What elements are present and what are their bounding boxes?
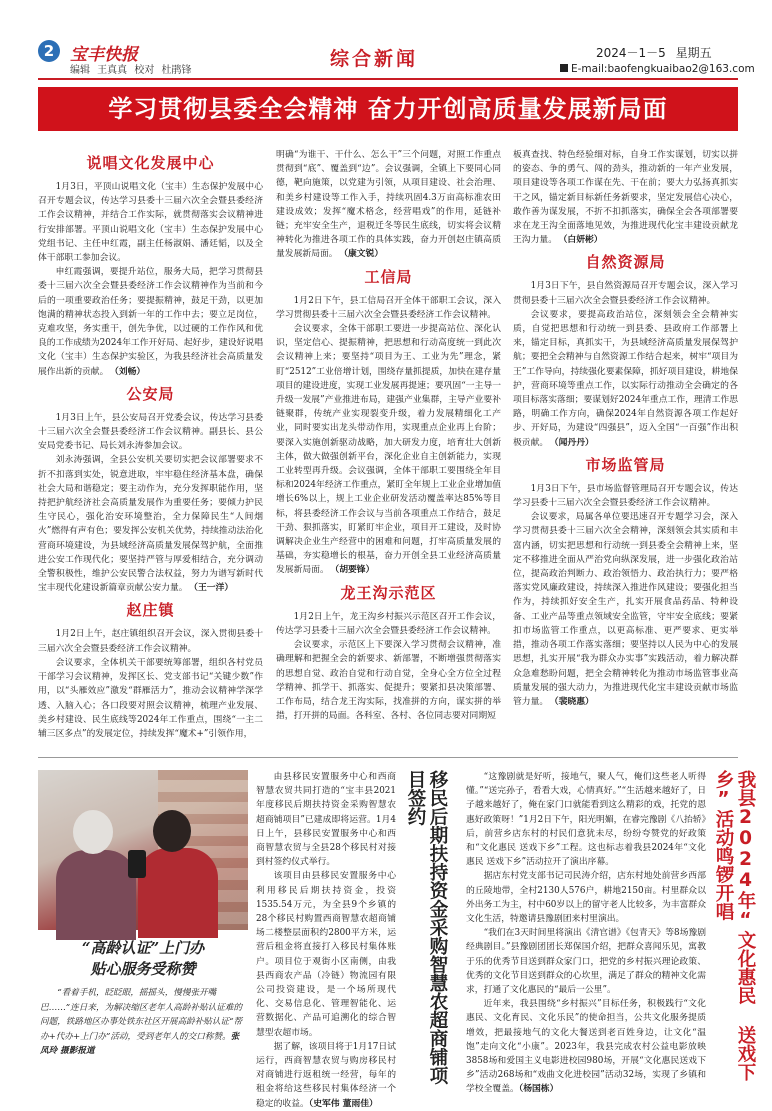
article-paragraph: 1月3日下午，县市场监督管理局召开专题会议，传达学习县委十三届六次全会暨县委经济工作会议精神。 — [513, 483, 738, 509]
author-byline: （胡要锋） — [334, 565, 375, 576]
article-paragraph: 1月2日上午，赵庄镇组织召开会议，深入贯彻县委十三届六次全会暨县委经济工作会议精神。 — [38, 629, 263, 654]
masthead — [0, 0, 772, 80]
article-paragraph: 会议要求，全体机关干部要统筹部署，组织各村党员干部学习会议精神，发挥区长、党支部书记“关键少数”作用，以“头雁效应”激发“群雁活力”，推动会议精神学深学透、入脑入心；各口段要对照会议精神，梳理产业发展、美乡村建设、民生底线等2024年工作重点，围绕“一主二辅三区多点”的发展定位，持续发挥“魔术+”引领作用， — [38, 657, 263, 739]
article-paragraph: 1月2日下午，县工信局召开全体干部职工会议，深入学习贯彻县委十三届六次全会暨县委经济工作会议精神。 — [276, 295, 501, 320]
author-byline: （史军伟 董雨佳） — [308, 1098, 378, 1109]
section-title: 市场监管局 — [585, 455, 666, 474]
author-byline: （裴晓惠） — [554, 696, 594, 707]
author-byline: （刘畅） — [114, 366, 146, 377]
column-2 — [276, 148, 501, 748]
email-text: E-mail:baofengkuaibao2@163.com — [571, 63, 755, 75]
issue-date: 2024－1－5 星期五 — [596, 46, 712, 60]
column-3 — [513, 148, 738, 748]
section-title: 公安局 — [126, 384, 175, 403]
article-paragraph: 申红霞强调，要提升站位，服务大局，把学习贯彻县委十三届六次全会暨县委经济工作会议精神作为当前和今后的一项重要政治任务；要提振精神，鼓足干劲，以更加饱满的精神状态投入到新一年的工作中去；要立足岗位，克难攻坚，务实重干，创先争优，以过硬的工作作风和优良的工作成绩为2024年工作开好局、起好步，建设好说唱文化（宝丰）生态保护实验区，为我县经济社会高质量发展作出新的贡献。 （刘畅） — [38, 267, 263, 377]
section-title: 龙王沟示范区 — [340, 583, 437, 602]
author-byline: （杨国栋） — [518, 1084, 559, 1095]
photo-headline: “高龄认证”上门办 贴心服务受称赞 — [81, 939, 205, 978]
news-photo — [38, 770, 248, 930]
author-byline: （闻丹丹） — [554, 437, 594, 448]
author-byline: （康文锐） — [343, 249, 384, 260]
page-number: 2 — [38, 40, 60, 62]
header-rule — [38, 78, 738, 80]
article-paragraph: 1月3日下午，县自然资源局召开专题会议，深入学习贯彻县委十三届六次全会暨县委经济工作会议精神。 — [513, 281, 738, 306]
paper-name: 宝丰快报 — [70, 45, 138, 65]
phone-icon — [128, 850, 146, 878]
section-title: 说唱文化发展中心 — [86, 154, 215, 172]
story-migrant-headline: 移民后期扶持资金采购智慧农超商铺项目签约 — [405, 770, 448, 1085]
article-paragraph: 会议要求，要提高政治站位，深刻领会全会精神实质，自觉把思想和行动统一到县委、县政府工作部署上来，锚定目标，真抓实干，为县域经济高质量发展保驾护航；要把全会精神与自然资源工作结合起来，树牢“项目为王”工作导向，持续强化要素保障，抓好项目建设，耕地保护，营商环境等重点工作，以实际行动推动全会确定的各项目标落实落细；要谋划好2024年重点工作，理清工作思路，明确工作方向，确保2024年自然资源各项工作起好步、开好局，为建设“四强县”，迈入全国“一百强”作出积极贡献。 （闻丹丹） — [513, 309, 738, 448]
article-paragraph: 1月3日上午，县公安局召开党委会议，传达学习县委十三届六次全会暨县委经济工作会议精神。副县长、县公安局党委书记、局长刘永涛参加会议。 — [38, 412, 263, 452]
story-opera-headline: 我县2024年“文化惠民 送戏下乡”活动鸣锣开唱 — [713, 770, 756, 1081]
section-name: 综合新闻 — [330, 48, 419, 70]
section-divider — [38, 757, 738, 758]
article-paragraph: 会议要求，示范区上下要深入学习贯彻会议精神，准确理解和把握全会的新要求、新部署，不断增强贯彻落实的思想自觉、政治自觉和行动自觉，全身心全方位全过程学精神、抓学干、抓落实、促提升；要紧扣县决策部署、工作布局，结合龙王沟实际，找准拼的方向，谋实拼的举措，打开拼的局面。各科室、各村、各位同志要对同期短 — [276, 640, 501, 722]
story-opera-body: “这豫剧就是好听，接地气，聚人气，俺们这些老人听得懂。”“送完孙子，看看大戏，心情真好。”“生活越来越好了，日子越来越好了，俺在家门口就能看到这么精彩的戏，托党的恩惠好政策呀！”1月2日下午，阳光明媚，在睿完豫剧《八抬轿》后，前营乡店东村的村民们意犹未尽，纷纷夸赞党的好政策和“文化惠民 送戏下乡”工程。这也标志着我县2024年“文化惠民 送戏下乡”活动拉开了演出序幕。 据店东村党支部书记司民涛介绍，店东村地处前营乡西部的丘陵地带，全村2130人576户，耕地2150亩。村里群众以外出务工为主，村中60岁以上的留守老人比较多，为丰富群众文化生活，特邀请县豫剧团来村里演出。 “我们在3天时间里将演出《清官谱》《包青天》等8场豫剧经典剧目。”县豫剧团团长郑保国介绍，把群众喜闻乐见，寓教于乐的优秀节目送到群众家门口，把党的乡村振兴理论政策、优秀的文化节目送到群众的心坎里，满足了群众的精神文化需求，打通了文化惠民的“最后一公里”。 近年来，我县围绕“乡村振兴”目标任务，积极践行“文化惠民、文化育民、文化乐民”的使命担当，公共文化服务提质增效，把最接地气的文化大餐送到老百姓身边，让文化“温饱”走向文化“小康”。2023年，我县完成农村公益电影放映3858场和爱国主义电影进校园980场，开展“文化惠民送戏下乡”活动268场和“戏曲文化进校园”活动32场，实现了乡镇和学校全覆盖。（杨国栋） — [466, 772, 707, 1095]
story-migrant-body: 由县移民安置服务中心和西商智慧农贸共同打造的“宝丰县2021年度移民后期扶持资金采购智慧农超商铺项目”已建成即将运营。1月4日上午，县移民安置服务中心和西商智慧农贸与全县28个移民村对接到村签约仪式举行。 该项目由县移民安置服务中心利用移民后期扶持资金，投资1535.54万元，为全县9个乡镇的28个移民村购置西商智慧农超商铺场二楼整层面积约2800平方米，运营后租金将直接打入移民村集体账户。项目位于观街小区南侧，由我县西商农产品（冷链）物流园有限公司投资建设，是一个场所现代化、交易信息化、管理智能化、运营数据化、产品可追溯化的综合智慧型农超市场。 据了解，该项目将于1月17日试运行，西商智慧农贸与购房移民村对商铺进行返租统一经营，每年的租金将给这些移民村集体经济一个稳定的收益。（史军伟 董雨佳） — [256, 772, 396, 1109]
section-title: 工信局 — [364, 267, 413, 286]
column-1 — [38, 148, 263, 748]
article-paragraph: 明确“为谁干、干什么、怎么干”三个问题，对照工作重点贯彻到“底”、覆盖到“边”。会议强调，全镇上下要同心同德，靶向施策，以党建为引领，从项目建设、社会治理、和美乡村建设等工作入手，持续巩固4.3万亩高标准农田建设成效；发挥“魔术格念，经营唱戏”的作用，延链补链；充牢安全生产，退税迁冬等民生底线，切实将会议精神转化为推进各项工作的具体实践，奋力开创赵庄镇高质量发展新局面。 （康文锐） — [276, 150, 501, 260]
photo-credit: 张凤玲 摄影报道 — [40, 1031, 240, 1056]
section-title: 自然资源局 — [585, 253, 666, 272]
author-byline: （王一洋） — [193, 583, 234, 594]
article-paragraph: 刘永涛强调，全县公安机关要切实把会议部署要求不折不扣落到实处，锐意进取，牢牢稳住经济基本盘，确保社会大局和谐稳定；要主动作为，充分发挥职能作用，坚持把护航经济社会高质量发展作为重要任务；要倾力护民生守民心，强化治安环境整治，全力保障民生“人间烟火”燃得有声有色；要发挥公安机关优势，持续推动法治化营商环境建设，为县域经济高质量发展保驾护航，全面推进公安工作现代化；要坚持严管与厚爱相结合，充分调动全警积极性，维护公安民警合法权益，努力为谱写新时代宝丰现代化建设新篇章贡献公安力量。 （王一洋） — [38, 455, 263, 594]
staff-credits: 编辑 王真真 校对 杜鹃锋 — [70, 65, 192, 76]
article-paragraph: 1月3日，平顶山说唱文化（宝丰）生态保护发展中心召开专题会议，传达学习县委十三届六次全会暨县委经济工作会议精神，并结合工作实际，就贯彻落实会议精神进行安排部署。平顶山说唱文化（宝丰）生态保护发展中心党组书记、主任申红霞，副主任杨淑娟、潘廷韬，以及全体干部职工参加会议。 — [38, 182, 263, 264]
section-title: 赵庄镇 — [126, 601, 175, 620]
main-headline: 学习贯彻县委全会精神 奋力开创高质量发展新局面 — [38, 87, 738, 131]
contact-email — [560, 63, 755, 75]
article-paragraph: 会议要求，全体干部职工要进一步提高站位、深化认识，坚定信心、提振精神，把思想和行动高度统一到此次会议精神上来；要坚持“项目为王、工业为先”理念，紧盯“2512”工业倍增计划，围绕存量抓提质，加快在建存量项目的建设进度，实现工业发展再提速；要巩固“一主导一升级一发展”产业推进布局，建强产业集群，主导产业要补链聚群，传统产业实现裂变升级，着力发展精细化工产业，同时要实出龙头带动作用，实现重点企业再上台阶；要深入实施创新驱动战略，加大研发力度，培育壮大创新主体，做大做强创新平台，深化企业自主创新能力，实现工业转型再升级。会议强调，全体干部职工要围绕全年目标和2024年经济工作重点，紧盯全年规上工业企业增加值增长6%以上，规上工业企业研发活动覆盖率达85%等目标，将县委经济工作会议与当前各项重点工作结合，鼓足干劲、狠抓落实，盯紧盯牢企业，项目开工建设，及时协调解决企业生产经营中的困难和问题，打牢高质量发展的基础，夯实稳增长的根基，奋力开创全县工业经济高质量发展新局面。 （胡要锋） — [276, 324, 501, 576]
article-paragraph: 1月2日上午，龙王沟乡村振兴示范区召开工作会议，传达学习县委十三届六次全会暨县委经济工作会议精神。 — [276, 611, 501, 636]
article-paragraph: 会议要求，局属各单位要迅速召开专题学习会，深入学习贯彻县委十三届六次全会精神，深刻领会其实质和丰富内涵，切实把思想和行动统一到县委全会精神上来，坚定不移推进全面从严治党向纵深发展，进一步强化政治站位，提高政治判断力、政治领悟力、政治执行力；要严格落实党风廉政建设，持续深入推进作风建设；要强化担当作为，持续抓好安全生产，扎实开展食品药品、特种设备、工业产品等重点领域安全监管，守牢安全底线；要紧扣市场监管工作重点，以更高标准、更严要求、更实举措，推动各项工作落实落细；要坚持以人民为中心的发展思想，扎实开展“我为群众办实事”实践活动，着力解决群众急难愁盼问题，把全会精神转化为推动市场监管事业高质量发展的强大动力，为推进现代化宝丰建设贡献市场监管力量。 （裴晓惠） — [513, 512, 738, 707]
article-paragraph: 板真查找、特色经验细对标，自身工作实谋划，切实以拼的姿态、争的勇气、闯的劲头，推动新的一年产业发展，项目建设等各项工作谋在先、干在前；要大力弘扬真抓实干之风，锚定新目标新任务新要求，坚定发展信心决心，敢作善为谋发展，不折不扣抓落实，确保全会各项部署要求在龙王沟全面落地见效，为推进现代化宝丰建设贡献龙王沟力量。 （白妍彬） — [513, 150, 738, 246]
square-bullet-icon — [560, 64, 568, 72]
author-byline: （白妍彬） — [563, 235, 603, 246]
photo-caption: “看着手机，眨眨眼，摇摇头，慢慢张开嘴巴……”连日来，为解决缩区老年人高龄补贴认证难的问题，铁路地区办事处铁东社区开展高龄补贴认证“帮办+代办+上门办”活动，受到老年人的交口称赞。张凤玲 摄影报道 — [40, 988, 243, 1056]
